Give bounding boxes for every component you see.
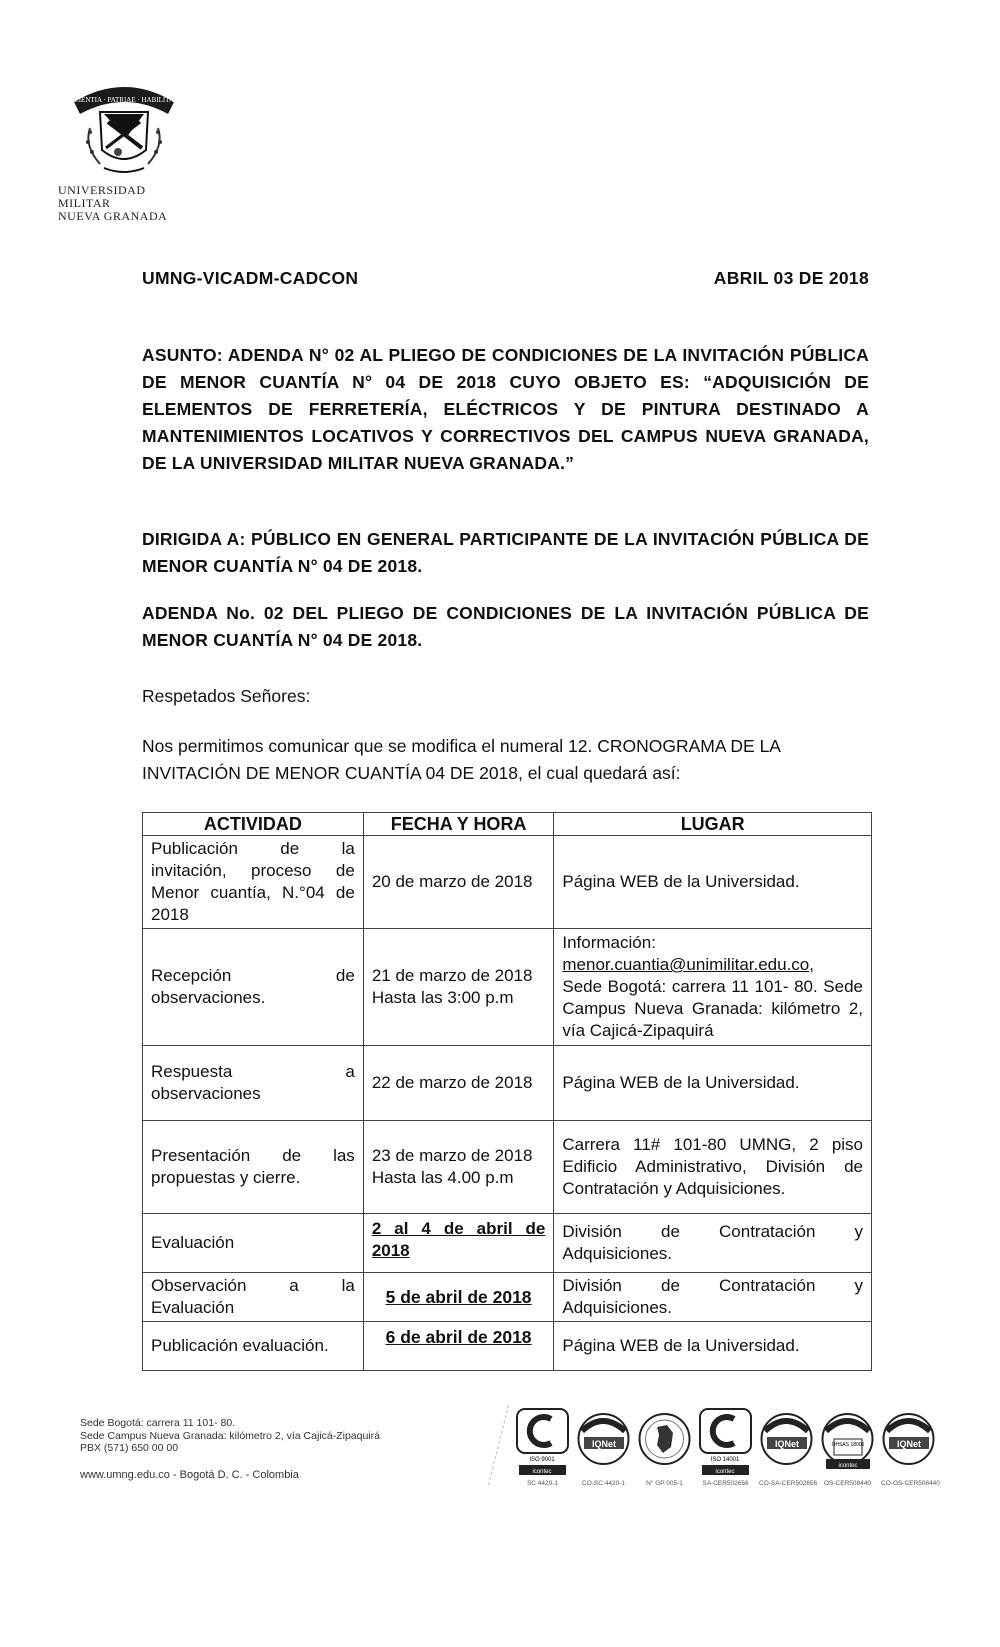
svg-text:IQNet: IQNet [896, 1439, 922, 1449]
svg-text:ISO 9001: ISO 9001 [529, 1457, 555, 1463]
certification-badge [881, 1407, 940, 1487]
table-row [143, 1121, 872, 1214]
footer-line-bogota: Sede Bogotá: carrera 11 101- 80. [80, 1417, 236, 1429]
certification-logos [515, 1407, 940, 1487]
svg-text:icontec: icontec [532, 1469, 552, 1475]
certification-badge [759, 1407, 818, 1487]
cert-code: N° GP 005-1 [646, 1480, 683, 1487]
svg-text:icontec: icontec [838, 1463, 858, 1469]
svg-text:OHSAS 18001: OHSAS 18001 [831, 1442, 865, 1448]
certification-badge [698, 1407, 753, 1487]
document-date: ABRIL 03 DE 2018 [713, 268, 869, 288]
cell-fecha: 5 de abril de 2018 [363, 1273, 554, 1322]
certification-badge [637, 1407, 692, 1487]
subject-paragraph: ASUNTO: ADENDA N° 02 AL PLIEGO DE CONDICIONES DE LA INVITACIÓN PÚBLICA DE MENOR CUANTÍA N° 04 DE 2018 CUYO OBJETO ES: “ADQUISICIÓN DE ELEMENTOS DE FERRETERÍA, ELÉCTRICOS Y DE PINTURA DESTINADO A MANTENIMIENTOS LOCATIVOS Y CORRECTIVOS DEL CAMPUS NUEVA GRANADA, DE LA UNIVERSIDAD MILITAR NUEVA GRANADA.” [142, 345, 869, 473]
fecha-hora-text: Hasta las 4.00 p.m [371, 1168, 514, 1187]
colombia-map-seal-icon [637, 1407, 692, 1479]
university-name-line2: NUEVA GRANADA [58, 209, 168, 223]
column-header-fecha: FECHA Y HORA [363, 813, 554, 836]
university-logo [58, 72, 198, 223]
footer-website-link[interactable]: www.umng.edu.co - Bogotá D. C. - Colombia [80, 1468, 299, 1481]
cell-actividad: Publicación de la invitación, proceso de Menor cuantía, N.°04 de 2018 [143, 836, 364, 929]
cell-lugar: Página WEB de la Universidad. [554, 1046, 872, 1121]
cell-lugar: División de Contratación y Adquisiciones. [554, 1273, 872, 1322]
fecha-text: 20 de marzo de 2018 [371, 872, 533, 891]
lugar-text: Sede Bogotá: carrera 11 101- 80. Sede Campus Nueva Granada: kilómetro 2, vía Cajicá-Zipaquirá [562, 977, 863, 1040]
fecha-text: 23 de marzo de 2018 [371, 1146, 533, 1165]
iqnet-icon [881, 1407, 936, 1479]
cell-fecha [363, 1121, 554, 1214]
table-row [143, 929, 872, 1046]
cert-code: SA-CER502656 [702, 1480, 749, 1487]
cell-fecha: 22 de marzo de 2018 [363, 1046, 554, 1121]
cert-code: CO-SC 4420-1 [582, 1480, 625, 1487]
column-header-lugar: LUGAR [554, 813, 872, 836]
cell-lugar: Página WEB de la Universidad. [554, 1322, 872, 1371]
svg-text:ISO 14001: ISO 14001 [710, 1457, 740, 1463]
cert-code: OS-CER508440 [824, 1480, 871, 1487]
table-row [143, 1322, 872, 1371]
email-link[interactable]: menor.cuantia@unimilitar.edu.co, [562, 955, 814, 974]
university-crest-icon [60, 72, 188, 182]
cell-fecha [363, 929, 554, 1046]
cell-actividad: Respuesta a observaciones [143, 1046, 364, 1121]
icontec-iso9001-icon [515, 1407, 570, 1479]
certification-badge [576, 1407, 631, 1487]
cell-fecha: 2 al 4 de abril de 2018 [363, 1214, 554, 1273]
fecha-hora-text: Hasta las 3:00 p.m [371, 988, 514, 1007]
cell-lugar: Página WEB de la Universidad. [554, 836, 872, 929]
cell-lugar: División de Contratación y Adquisiciones. [554, 1214, 872, 1273]
iqnet-icon [576, 1407, 631, 1479]
iqnet-icon [759, 1407, 814, 1479]
certification-badge [515, 1407, 570, 1487]
cell-actividad: Observación a la Evaluación [143, 1273, 364, 1322]
certification-badge [820, 1407, 875, 1487]
icontec-iso14001-icon [698, 1407, 753, 1479]
footer-line-pbx: PBX (571) 650 00 00 [80, 1442, 179, 1454]
cell-actividad: Recepción de observaciones. [143, 929, 364, 1046]
icontec-ohsas18001-icon [820, 1407, 875, 1479]
lugar-label: Información: [562, 933, 656, 952]
footer-line-campus: Sede Campus Nueva Granada: kilómetro 2, vía Cajicá-Zipaquirá [80, 1429, 380, 1442]
table-row [143, 1273, 872, 1322]
table-row [143, 1214, 872, 1273]
cert-code: CO-OS-CER508440 [881, 1480, 940, 1487]
intro-paragraph: Nos permitimos comunicar que se modifica el numeral 12. CRONOGRAMA DE LA INVITACIÓN DE MENOR CUANTÍA 04 DE 2018, el cual quedará así: [142, 736, 781, 783]
table-row [143, 836, 872, 929]
reference-line [142, 268, 869, 289]
svg-text:IQNet: IQNet [774, 1439, 800, 1449]
column-header-actividad: ACTIVIDAD [143, 813, 364, 836]
cell-lugar [554, 929, 872, 1046]
cert-code: CO-SA-CER502656 [759, 1480, 818, 1487]
svg-text:icontec: icontec [715, 1469, 735, 1475]
footer-address [80, 1417, 380, 1481]
cell-lugar: Carrera 11# 101-80 UMNG, 2 piso Edificio Administrativo, División de Contratación y Adquisiciones. [554, 1121, 872, 1214]
cell-fecha: 6 de abril de 2018 [363, 1322, 554, 1371]
university-name-line1: UNIVERSIDAD MILITAR [58, 183, 146, 210]
fecha-text: 21 de marzo de 2018 [371, 966, 533, 985]
table-header-row [143, 813, 872, 836]
cell-actividad: Publicación evaluación. [143, 1322, 364, 1371]
crest-motto: SCIENTIA · PATRIAE · HABILITAS [70, 96, 178, 104]
greeting: Respetados Señores: [142, 686, 311, 706]
cell-actividad: Presentación de las propuestas y cierre. [143, 1121, 364, 1214]
svg-text:IQNet: IQNet [591, 1439, 617, 1449]
footer-divider [488, 1405, 510, 1485]
cell-fecha [363, 836, 554, 929]
schedule-table [142, 812, 872, 1371]
cell-actividad: Evaluación [143, 1214, 364, 1273]
addendum-title: ADENDA No. 02 DEL PLIEGO DE CONDICIONES DE LA INVITACIÓN PÚBLICA DE MENOR CUANTÍA N° 04 DE 2018. [142, 603, 869, 650]
cert-code: SC 4420-1 [526, 1480, 559, 1487]
addressee-paragraph: DIRIGIDA A: PÚBLICO EN GENERAL PARTICIPANTE DE LA INVITACIÓN PÚBLICA DE MENOR CUANTÍA N° 04 DE 2018. [142, 529, 869, 576]
document-code: UMNG-VICADM-CADCON [142, 268, 359, 288]
university-name [58, 184, 198, 223]
table-row [143, 1046, 872, 1121]
